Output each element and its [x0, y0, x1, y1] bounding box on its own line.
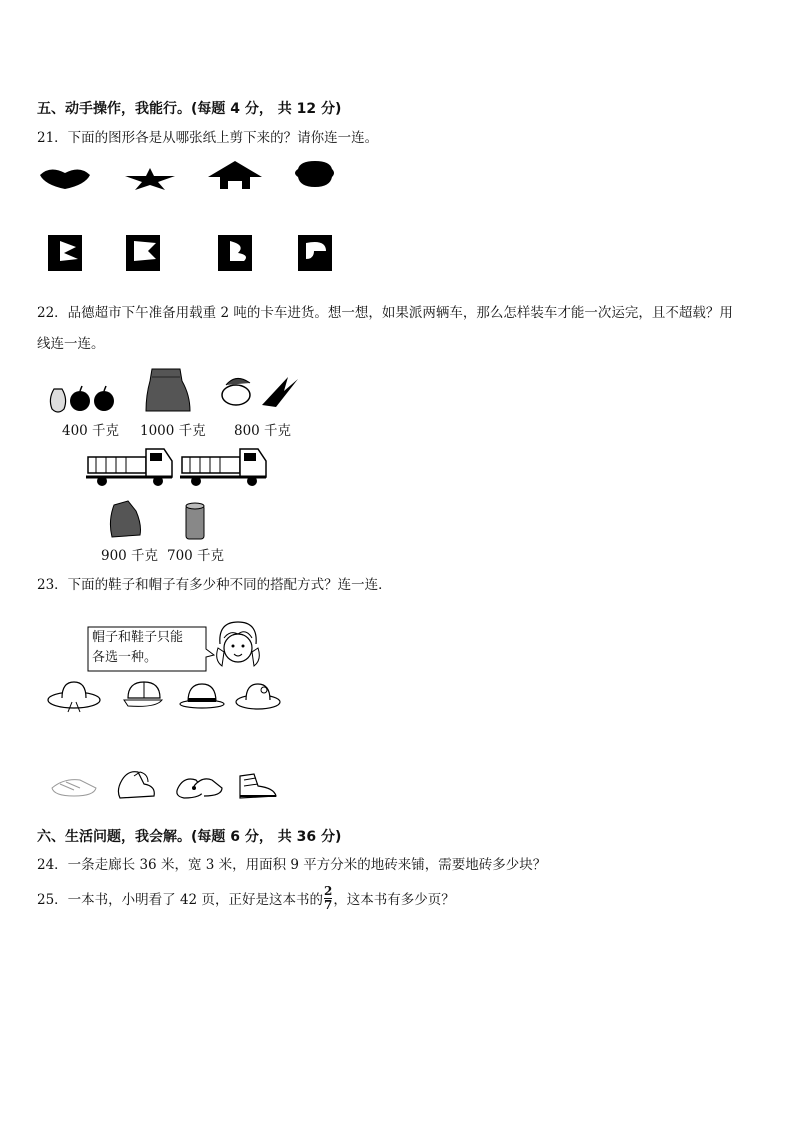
heart-shape-icon — [40, 169, 90, 189]
weight-label-2: 1000 千克 — [140, 423, 206, 439]
cloud-shape-icon — [295, 161, 334, 187]
question-22-line1: 22．品德超市下午准备用载重 2 吨的卡车进货。想一想，如果派两辆车，那么怎样装车才能一次运完，且不超载？用 — [37, 305, 733, 321]
speech-bubble — [86, 625, 216, 673]
star-shape-icon — [125, 168, 175, 190]
fruit-icon — [50, 386, 114, 412]
flower-hat-icon — [236, 684, 280, 709]
truck-icon-2 — [180, 449, 266, 486]
section-5-title: 五、动手操作，我能行。(每题 4 分， 共 12 分) — [37, 101, 342, 117]
fraction-denominator: 7 — [323, 898, 333, 912]
paper-sheet-c-icon — [218, 235, 252, 271]
paper-sheet-a-icon — [48, 235, 82, 271]
weight-label-1: 400 千克 — [62, 423, 120, 439]
fraction-numerator: 2 — [323, 884, 333, 898]
weight-label-4: 900 千克 — [101, 548, 159, 564]
question-22-line2: 线连一连。 — [37, 336, 105, 352]
bubble-line-2: 各选一种。 — [92, 650, 158, 665]
girl-icon — [214, 618, 262, 674]
fraction — [324, 886, 332, 911]
hats-row — [44, 676, 284, 716]
shoes-row — [44, 766, 284, 806]
fedora-hat-icon — [180, 684, 224, 708]
sack-icon — [146, 369, 190, 411]
section-6-title: 六、生活问题，我会解。(每题 6 分， 共 36 分) — [37, 829, 342, 845]
question-25-after: ，这本书有多少页？ — [333, 892, 455, 908]
sneaker-pair-icon — [177, 779, 222, 798]
can-icon — [186, 503, 204, 539]
question-24-text: 24．一条走廊长 36 米，宽 3 米，用面积 9 平方分米的地砖来铺，需要地砖多少块？ — [37, 857, 547, 873]
sandal-icon — [52, 780, 96, 796]
boot-icon — [118, 772, 154, 798]
vegetables-icon — [222, 377, 298, 407]
truck-icon-1 — [86, 449, 172, 486]
arrow-shape-icon — [208, 161, 262, 189]
q22-illustration — [40, 365, 320, 565]
paper-sheet-b-icon — [126, 235, 160, 271]
sun-hat-icon — [48, 682, 100, 712]
bubble-line-1: 帽子和鞋子只能 — [92, 630, 184, 645]
weight-label-3: 800 千克 — [234, 423, 292, 439]
high-top-icon — [240, 774, 276, 798]
question-23-text: 23．下面的鞋子和帽子有多少种不同的搭配方式？连一连． — [37, 577, 392, 593]
weight-label-5: 700 千克 — [167, 548, 225, 564]
cap-hat-icon — [124, 682, 162, 706]
bag-icon — [110, 501, 140, 537]
question-25-text — [37, 884, 455, 913]
question-25-before: 25．一本书，小明看了 42 页，正好是这本书的 — [37, 892, 323, 908]
q21-figures — [30, 155, 360, 285]
question-21-text: 21．下面的图形各是从哪张纸上剪下来的？请你连一连。 — [37, 130, 379, 146]
paper-sheet-d-icon — [298, 235, 332, 271]
